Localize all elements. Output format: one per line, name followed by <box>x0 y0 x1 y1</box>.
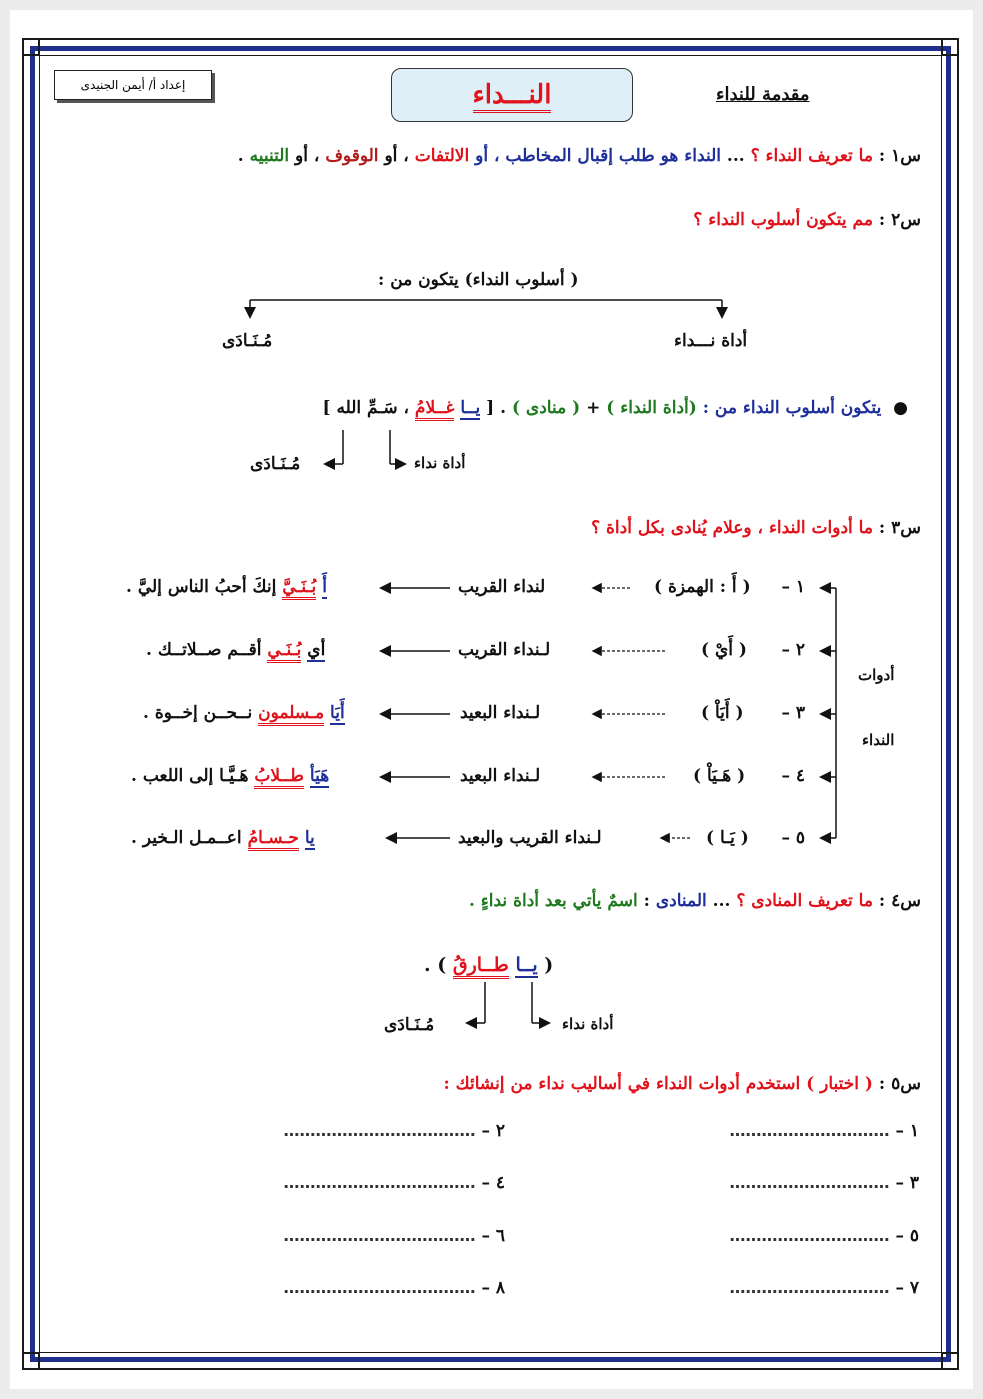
author-box: إعداد أ/ أيمن الجنيدى <box>54 70 212 100</box>
example-munada: غــلامُ <box>415 398 455 421</box>
example-tool: يــا <box>460 398 481 418</box>
diagram-tool-label: أداة نـــداء <box>674 331 748 351</box>
tool-name: ( أَيْ ) <box>701 640 747 660</box>
tool-row-number: ٤ – <box>781 766 805 786</box>
exercise-item: ٤ – ……………………………… <box>283 1173 505 1193</box>
tool-row-number: ٣ – <box>781 703 805 723</box>
answer-blank[interactable]: ……………………………… <box>283 1173 476 1192</box>
answer-blank[interactable]: ………………………… <box>729 1226 890 1245</box>
question-5: س٥ : ( اختبار ) استخدم أدوات النداء في أساليب نداء من إنشائك : <box>443 1074 921 1094</box>
example-tool-label: أداة نداء <box>414 454 466 472</box>
tool-row-number: ٥ – <box>781 828 805 848</box>
page-title: النـــداء <box>391 68 633 122</box>
structure-bullet: ● يتكون أسلوب النداء من : (أداة النداء ) + ( منادى ) . [ يــا غــلامُ ، سَـمِّ الله ] <box>323 398 908 418</box>
tools-side-label: النداء <box>862 731 895 749</box>
tool-name: ( أَيَاْ ) <box>701 703 744 723</box>
tool-example: أي بُـنَـي أقــم صــلاتــك . <box>146 640 325 660</box>
tool-example: أَ بُـنَـيَّ إنكَ أحبُ الناس إليَّ . <box>126 577 327 597</box>
tool-name: ( أَ : الهمزة ) <box>654 577 751 597</box>
structure-branch-arrows <box>250 300 722 316</box>
bullet-icon: ● <box>893 398 908 418</box>
answer-blank[interactable]: ………………………… <box>729 1278 890 1297</box>
munada-example-connectors <box>468 982 548 1023</box>
question-1: س١ : ما تعريف النداء ؟ ... النداء هو طلب إقبال المخاطب ، أو الالتفات ، أو الوقوف ، أو التنبيه . <box>237 146 921 166</box>
exercise-item: ١ – ………………………… <box>729 1121 919 1141</box>
exercise-item: ٦ – ……………………………… <box>283 1226 505 1246</box>
tools-solid-arrows <box>382 588 450 838</box>
exercise-item: ٨ – ……………………………… <box>283 1278 505 1298</box>
tool-purpose: لـنداء القريب <box>458 640 551 660</box>
exercise-item: ٣ – ………………………… <box>729 1173 919 1193</box>
exercise-item: ٥ – ………………………… <box>729 1226 919 1246</box>
question-4: س٤ : ما تعريف المنادى ؟ ... المنادى : اسمٌ يأتي بعد أداة نداءٍ . <box>468 891 921 911</box>
tool-row-number: ١ – <box>781 577 805 597</box>
answer-blank[interactable]: ……………………………… <box>283 1121 476 1140</box>
example-munada-label: مُـنَـادَى <box>250 454 301 474</box>
tool-example: أَيَا مـسلمون نــحــن إخــوة . <box>143 703 345 723</box>
example-connectors <box>326 430 404 464</box>
question-3: س٣ : ما أدوات النداء ، وعلام يُنادى بكل أداة ؟ <box>591 518 921 538</box>
tool-name: ( هَـيَاْ ) <box>693 766 746 786</box>
answer-blank[interactable]: ……………………………… <box>283 1278 476 1297</box>
answer-blank[interactable]: ……………………………… <box>283 1226 476 1245</box>
exercise-item: ٢ – ……………………………… <box>283 1121 505 1141</box>
tool-purpose: لنداء القريب <box>458 577 546 597</box>
tool-example: يا حـسـامُ اعــمـل الـخير . <box>131 828 315 848</box>
tool-example: هَيَأ طــلابُ هَـيَّـا إلى اللعب . <box>131 766 329 786</box>
answer-blank[interactable]: ………………………… <box>729 1121 890 1140</box>
tool-row-number: ٢ – <box>781 640 805 660</box>
question-2: س٢ : مم يتكون أسلوب النداء ؟ <box>693 210 921 230</box>
tool-purpose: لـنداء البعيد <box>460 766 541 786</box>
intro-heading: مقدمة للنداء <box>716 84 810 105</box>
answer-blank[interactable]: ………………………… <box>729 1173 890 1192</box>
tool-purpose: لـنداء القريب والبعيد <box>458 828 602 848</box>
exercise-item: ٧ – ………………………… <box>729 1278 919 1298</box>
tool-purpose: لـنداء البعيد <box>460 703 541 723</box>
tools-dashed-arrows <box>594 588 690 838</box>
diagram-title: ( أسلوب النداء) يتكون من : <box>378 270 579 290</box>
tools-bracket <box>822 588 836 838</box>
diagram-munada-label: مُـنَـادَى <box>222 331 273 351</box>
munada-example-tool-label: أداة نداء <box>562 1015 614 1033</box>
munada-example-label: مُـنَـادَى <box>384 1015 435 1035</box>
tools-side-label: أدوات <box>858 666 895 684</box>
tool-name: ( يَـا ) <box>706 828 749 848</box>
munada-example: ( يــا طــارقُ ) . <box>424 954 553 976</box>
